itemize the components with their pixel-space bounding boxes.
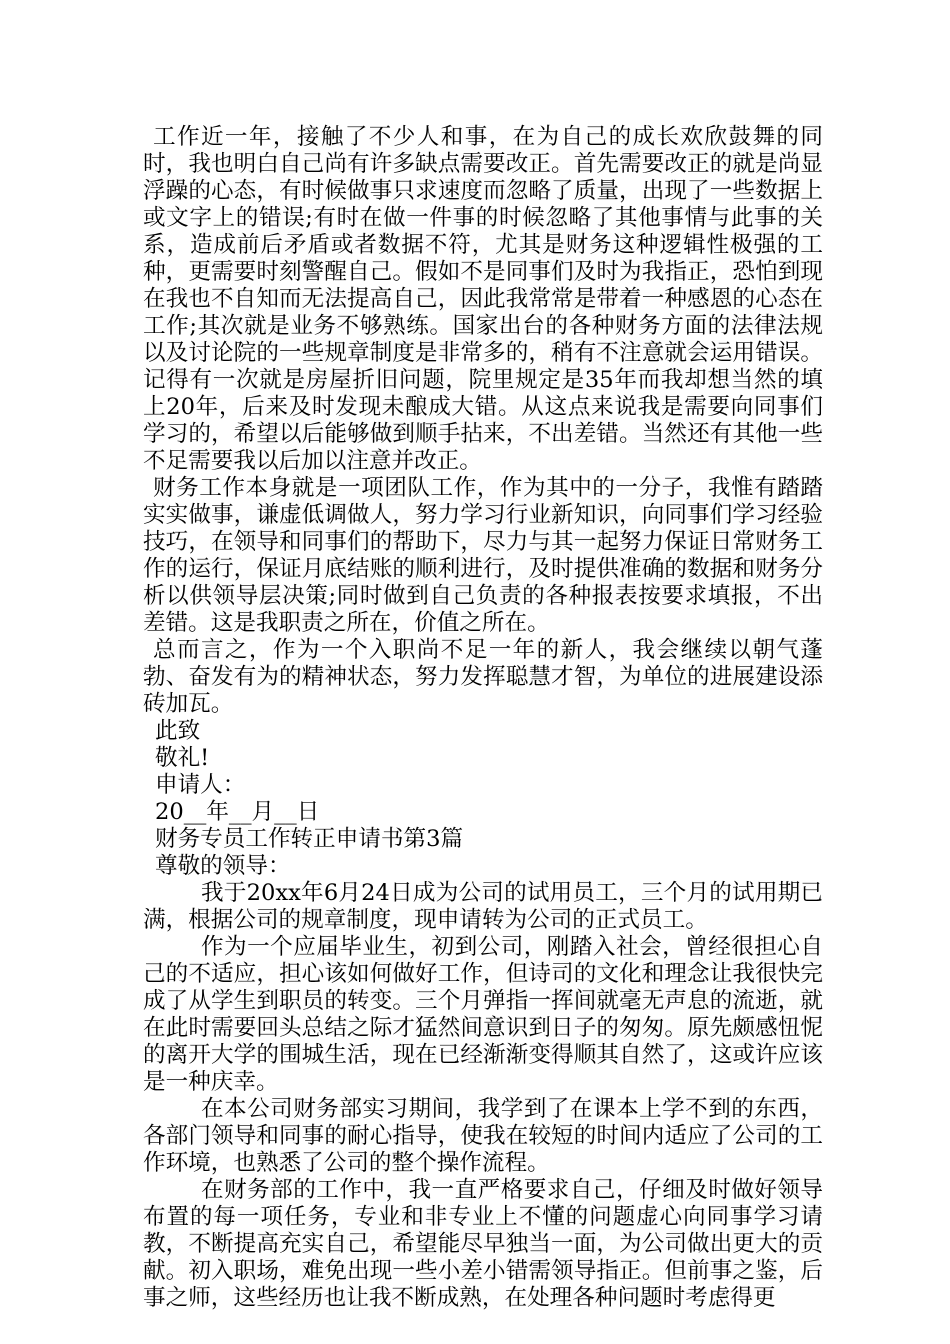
- paragraph-conclusion: 总而言之，作为一个入职尚不足一年的新人，我会继续以朝气蓬勃、奋发有为的精神状态，努力发挥聪慧才智，为单位的进展建设添砖加瓦。: [143, 637, 823, 717]
- closing-line-2: 敬礼!: [155, 745, 210, 771]
- salutation: 尊敬的领导：: [155, 853, 291, 879]
- body-paragraph-3: 在本公司财务部实习期间，我学到了在课本上学不到的东西，各部门领导和同事的耐心指导，使我在较短的时间内适应了公司的工作环境，也熟悉了公司的整个操作流程。: [143, 1096, 823, 1176]
- paragraph-teamwork: 财务工作本身就是一项团队工作，作为其中的一分子，我惟有踏踏实实做事，谦虚低调做人，努力学习行业新知识，向同事们学习经验技巧，在领导和同事们的帮助下，尽力与其一起努力保证日常财务工作的运行，保证月底结账的顺利进行，及时提供准确的数据和财务分析以供领导层决策;同时做到自己负责的各种报表按要求填报，不出差错。这是我职责之所在，价值之所在。: [143, 475, 823, 636]
- body-paragraph-1: 我于20xx年6月24日成为公司的试用员工，三个月的试用期已满，根据公司的规章制度，现申请转为公司的正式员工。: [143, 880, 823, 933]
- body-paragraph-2: 作为一个应届毕业生，初到公司，刚踏入社会，曾经很担心自己的不适应，担心该如何做好工作，但诗司的文化和理念让我很快完成了从学生到职员的转变。三个月弹指一挥间就毫无声息的流逝，就在此时需要回头总结之际才猛然间意识到日子的匆匆。原先颇感忸怩的离开大学的围城生活，现在已经渐渐变得顺其自然了，这或许应该是一种庆幸。: [143, 934, 823, 1095]
- closing-line-1: 此致: [155, 718, 201, 744]
- section-title: 财务专员工作转正申请书第3篇: [155, 826, 464, 852]
- paragraph-self-reflection: 工作近一年，接触了不少人和事，在为自己的成长欢欣鼓舞的同时，我也明白自己尚有许多缺点需要改正。首先需要改正的就是尚显浮躁的心态，有时候做事只求速度而忽略了质量，出现了一些数据上或文字上的错误;有时在做一件事的时候忽略了其他事情与此事的关系，造成前后矛盾或者数据不符，尤其是财务这种逻辑性极强的工种，更需要时刻警醒自己。假如不是同事们及时为我指正，恐怕到现在我也不自知而无法提高自己，因此我常常是带着一种感恩的心态在工作;其次就是业务不够熟练。国家出台的各种财务方面的法律法规以及讨论院的一些规章制度是非常多的，稍有不注意就会运用错误。记得有一次就是房屋折旧问题，院里规定是35年而我却想当然的填上20年，后来及时发现未酿成大错。从这点来说我是需要向同事们学习的，希望以后能够做到顺手拈来，不出差错。当然还有其他一些不足需要我以后加以注意并改正。: [143, 124, 823, 474]
- date-line: 20__年__月__日: [155, 799, 320, 825]
- document-page: [143, 124, 823, 1312]
- applicant-label: 申请人：: [155, 772, 246, 798]
- body-paragraph-4: 在财务部的工作中，我一直严格要求自己，仔细及时做好领导布置的每一项任务，专业和非专业上不懂的问题虚心向同事学习请教，不断提高充实自己，希望能尽早独当一面，为公司做出更大的贡献。初入职场，难免出现一些小差小错需领导指正。但前事之鉴，后事之师，这些经历也让我不断成熟，在处理各种问题时考虑得更: [143, 1177, 823, 1311]
